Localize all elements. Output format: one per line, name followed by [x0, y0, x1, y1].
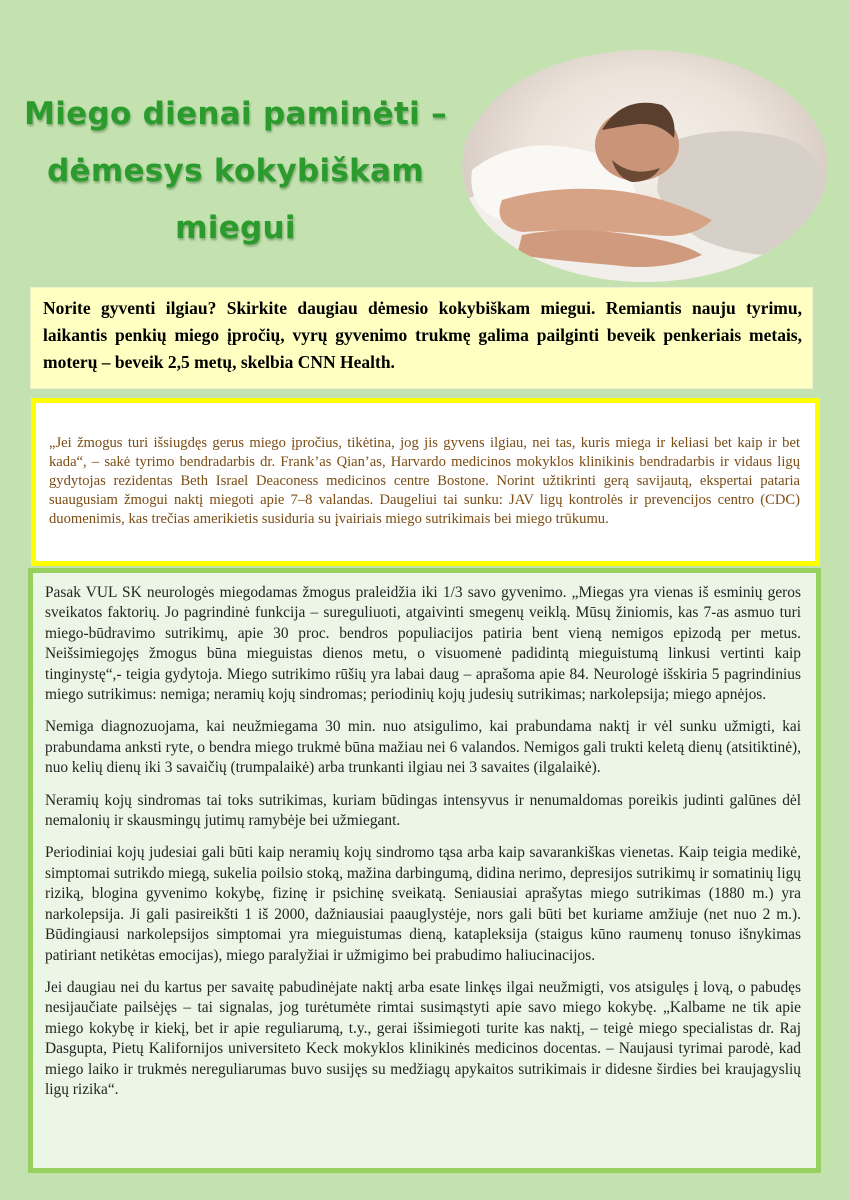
- title-line-2: dėmesys kokybiškam: [47, 153, 424, 189]
- quote-text: „Jei žmogus turi išsiugdęs gerus miego įpročius, tikėtina, jog jis gyvens ilgiau, nei tas, kuris miega ir keliasi bet kaip ir bet kada“, – sakė tyrimo bendradarbis dr. Frank’as Qian’as, Harvardo medicinos mokyklos klinikinis bendradarbis ir vidaus ligų gydytojas rezidentas Beth Israel Deaconess medicinos centre Bostone. Norint užtikrinti gerą savijautą, ekspertai pataria suaugusiam žmogui naktį miegoti apie 7–8 valandas. Daugeliui tai sunku: JAV ligų kontrolės ir prevencijos centro (CDC) duomenimis, kas trečias amerikietis susiduria su įvairiais miego sutrikimais bei miego trūkumu.: [49, 435, 800, 527]
- quote-box: [31, 398, 820, 566]
- sleeping-man-photo: [462, 50, 828, 282]
- article-paragraph: Neramių kojų sindromas tai toks sutrikimas, kuriam būdingas intensyvus ir nenumaldomas poreikis judinti galūnes dėl nemalonių ir skausmingų jutimų ramybėje bei užmiegant.: [45, 791, 801, 830]
- article-body: [28, 568, 821, 1173]
- article-paragraph: Periodiniai kojų judesiai gali būti kaip neramių kojų sindromo tąsa arba kaip savarankiškas vienetas. Kaip teigia medikė, simptomai sutrikdo miegą, sukelia poilsio stoką, mažina darbingumą, didina nerimo, depresijos sutrikimų ir somatinių ligų riziką, blogina gyvenimo kokybę, fizinę ir psichinę sveikatą. Seniausiai aprašytas miego sutrikimas (1880 m.) yra narkolepsija. Ji gali pasireikšti 1 iš 2000, dažniausiai paauglystėje, nors gali būti bet kuriame amžiuje (net nuo 2 m.). Būdingiausi narkolepsijos simptomai yra mieguistumas dieną, katapleksija (staigus kūno raumenų tonuso išnykimas patiriant netikėtas emocijas), miego paralyžiai ir užmigimo bei prabudimo haliucinacijos.: [45, 844, 801, 964]
- article-paragraph: Nemiga diagnozuojama, kai neužmiegama 30 min. nuo atsigulimo, kai prabundama naktį ir vėl sunku užmigti, kai prabundama anksti ryte, o bendra miego trukmė būna mažiau nei 6 valandos. Nemigos gali trukti keletą dienų (atsitiktinė), nuo kelių dienų iki 3 savaičių (trumpalaikė) arba trunkanti ilgiau nei 3 savaites (ilgalaikė).: [45, 718, 801, 777]
- article-paragraph: Pasak VUL SK neurologės miegodamas žmogus praleidžia iki 1/3 savo gyvenimo. „Miegas yra vienas iš esminių geros sveikatos faktorių. Jo pagrindinė funkcija – sureguliuoti, atgaivinti smegenų veiklą. Mūsų žiniomis, kas 7-as asmuo turi miego-būdravimo sutrikimų, apie 30 proc. bendros populiacijos patiria bent vieną nemigos epizodą per metus. Neišsimiegojęs žmogus būna mieguistas dienos metu, o visuomenė padidintą mieguistumą linkusi vertinti kaip tinginystę“,- teigia gydytoja. Miego sutrikimo rūšių yra labai daug – aprašoma apie 84. Neurologė išskiria 5 pagrindinius miego sutrikimus: nemiga; neramių kojų sindromas; periodinių kojų judesių sutrikimas; narkolepsija; miego apnėjos.: [45, 584, 801, 704]
- title-line-3: miegui: [175, 210, 296, 246]
- page-title: [18, 86, 453, 257]
- title-line-1: Miego dienai paminėti –: [24, 96, 447, 132]
- article-paragraph: Jei daugiau nei du kartus per savaitę pabudinėjate naktį arba esate linkęs ilgai neužmigti, vos atsigulęs į lovą, o pabudęs nesijaučiate pailsėjęs – tai signalas, jog turėtumėte rimtai susimąstyti apie savo miego kokybę. „Kalbame ne tik apie miego kokybę ir kiekį, bet ir apie reguliarumą, t.y., gerai išsimiegoti turite kas naktį, – teigė miego specialistas dr. Raj Dasgupta, Pietų Kalifornijos universiteto Keck mokyklos klinikinės medicinos docentas. – Naujausi tyrimai parodė, kad miego laiko ir trukmės nereguliarumas buvo susijęs su medžiagų apykaitos sutrikimais ir didesne širdies bei kraujagyslių ligų rizika“.: [45, 978, 801, 1098]
- sleeping-man-illustration: [462, 50, 828, 282]
- lead-paragraph: Norite gyventi ilgiau? Skirkite daugiau dėmesio kokybiškam miegui. Remiantis nauju tyrimu, laikantis penkių miego įpročių, vyrų gyvenimo trukmę galima pailginti beveik penkeriais metais, moterų – beveik 2,5 metų, skelbia CNN Health.: [30, 287, 813, 389]
